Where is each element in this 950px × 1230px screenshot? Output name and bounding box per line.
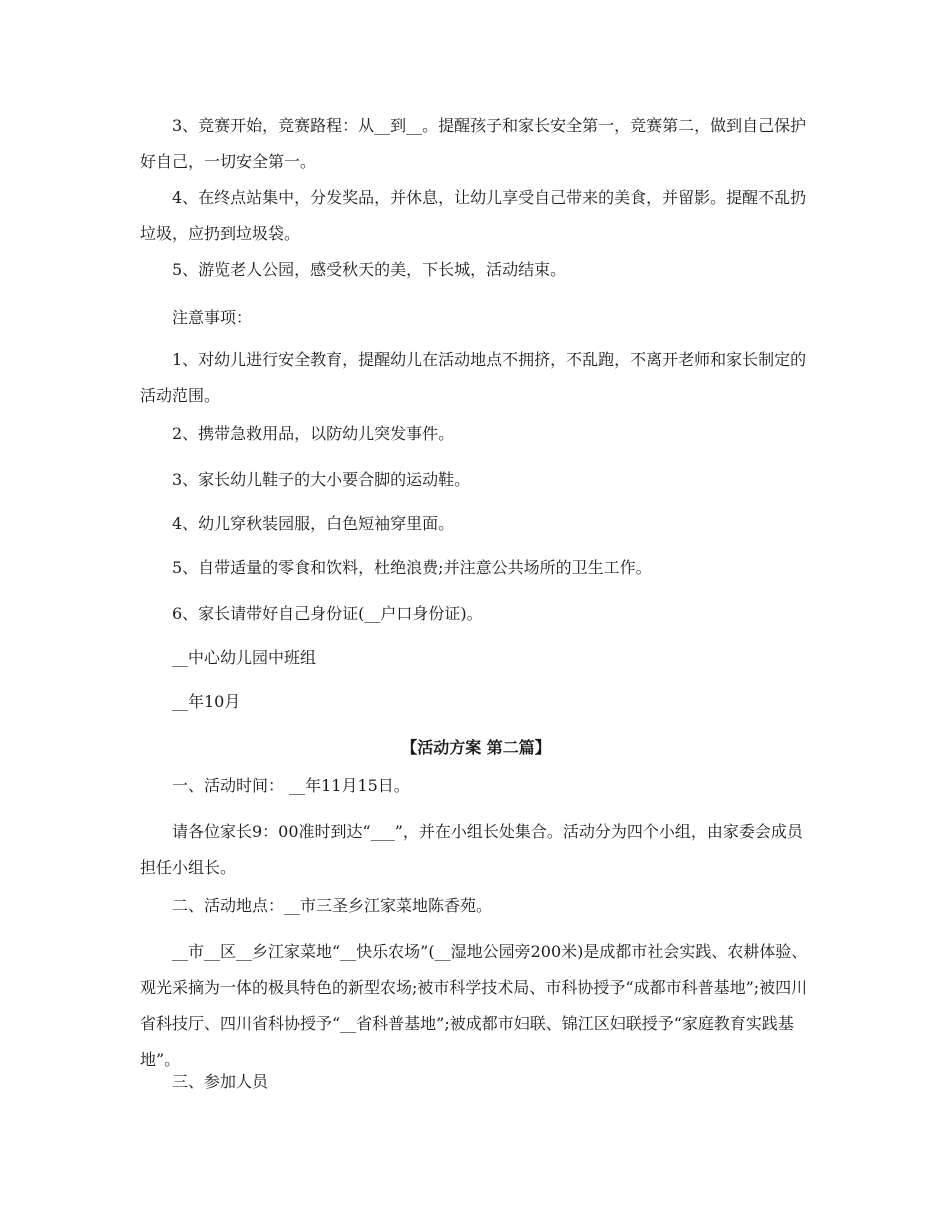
- farm-description: __市__区__乡江家菜地“__快乐农场”(__湿地公园旁200米)是成都市社会实践、农耕体验、观光采摘为一体的极具特色的新型农场;被市科学技术局、市科协授予“成都市科普基地”;被四川省科技厅、四川省科协授予“__省科普基地”;被成都市妇联、锦江区妇联授予“家庭教育实践基地”。: [140, 942, 808, 1069]
- note-item-1: 1、对幼儿进行安全教育，提醒幼儿在活动地点不拥挤，不乱跑，不离开老师和家长制定的活动范围。: [140, 350, 807, 405]
- note-item-5: 5、自带适量的零食和饮料，杜绝浪费;并注意公共场所的卫生工作。: [172, 558, 652, 577]
- activity-location: 二、活动地点：__市三圣乡江家菜地陈香苑。: [172, 896, 493, 915]
- note-item-4: 4、幼儿穿秋装园服，白色短袖穿里面。: [172, 514, 455, 533]
- paragraph-finish-point: 4、在终点站集中，分发奖品，并休息，让幼儿享受自己带来的美食，并留影。提醒不乱扔垃圾，应扔到垃圾袋。: [140, 188, 807, 243]
- assembly-notice: 请各位家长9：00准时到达“___”，并在小组长处集合。活动分为四个小组，由家委会成员担任小组长。: [140, 822, 803, 877]
- notes-heading: 注意事项：: [172, 308, 253, 327]
- note-item-3: 3、家长幼儿鞋子的大小要合脚的运动鞋。: [172, 470, 471, 489]
- section-title: 【活动方案 第二篇】: [401, 738, 551, 757]
- signature-organization: __中心幼儿园中班组: [172, 648, 317, 667]
- note-item-6: 6、家长请带好自己身份证(__户口身份证)。: [172, 604, 483, 623]
- paragraph-race-start: 3、竞赛开始，竞赛路程：从__到__。提醒孩子和家长安全第一，竞赛第二，做到自己保护好自己，一切安全第一。: [140, 116, 807, 171]
- signature-date: __年10月: [172, 692, 241, 711]
- participants-heading: 三、参加人员: [172, 1072, 269, 1091]
- activity-time: 一、活动时间： __年11月15日。: [172, 776, 410, 795]
- paragraph-park-tour: 5、游览老人公园，感受秋天的美，下长城，活动结束。: [172, 260, 567, 279]
- note-item-2: 2、携带急救用品，以防幼儿突发事件。: [172, 424, 455, 443]
